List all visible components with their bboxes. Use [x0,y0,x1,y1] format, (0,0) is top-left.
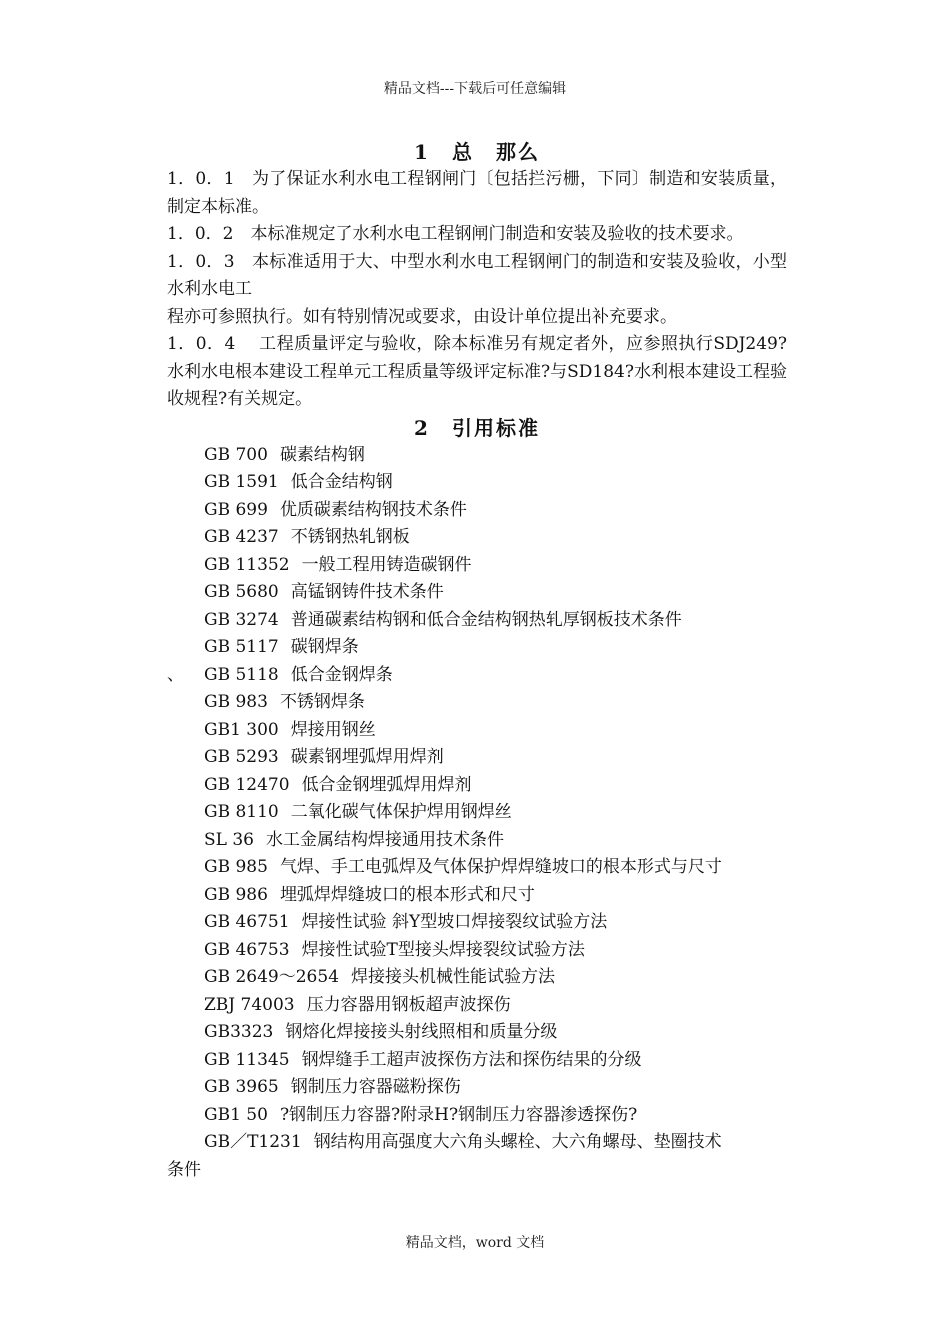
clause-1-0-3-continued: 程亦可参照执行。如有特别情况或要求，由设计单位提出补充要求。 [167,306,677,327]
reference-title: 高锰钢铸件技术条件 [290,582,444,602]
reference-item [167,524,787,552]
reference-item [167,469,787,497]
reference-code: GB 11352 [204,554,290,575]
reference-title: 不锈钢焊条 [279,692,365,712]
document-body [167,138,787,1184]
reference-title: 钢制压力容器磁粉探伤 [290,1077,461,1097]
reference-item [167,497,787,525]
reference-item [167,607,787,635]
reference-code: GB 5680 [204,582,279,602]
reference-code: GB 11345 [204,1049,290,1070]
reference-list [167,442,787,1130]
reference-title: 碳钢焊条 [290,637,359,657]
reference-code: GB 3274 [204,609,279,630]
reference-title: ?钢制压力容器?附录H?钢制压力容器渗透探伤? [279,1104,638,1125]
reference-code: GB 1591 [204,472,279,492]
reference-code: GB 46753 [204,939,290,960]
clause-1-0-4: 1．0．4 工程质量评定与验收，除本标准另有规定者外，应参照执行SDJ249?水利水电根本建设工程单元工程质量等级评定标准?与SD184?水利根本建设工程验收规程?有关规定。 [167,334,787,409]
reference-code: GB 8110 [204,802,279,822]
reference-item [167,634,787,662]
reference-item [167,909,787,937]
reference-item [167,1047,787,1075]
reference-title: 焊接性试验T型接头焊接裂纹试验方法 [301,939,585,960]
reference-item [167,579,787,607]
reference-code: GB 5117 [204,637,279,657]
reference-code: GB 2649～2654 [204,967,340,987]
reference-title: 焊接接头机械性能试验方法 [351,967,556,987]
reference-code: GB3323 [204,1022,274,1042]
reference-code: GB 5293 [204,747,279,767]
section-2-title: 2 引用标准 [414,415,540,440]
reference-code: ZBJ 74003 [204,994,295,1015]
clause-1-0-3: 1．0．3 本标准适用于大、中型水利水电工程钢闸门的制造和安装及验收，小型水利水电工 [167,251,787,299]
reference-code: GB／T1231 [204,1132,302,1152]
reference-item [167,662,787,690]
reference-item [167,1102,787,1130]
reference-title: 低合金钢埋弧焊用焊剂 [301,774,472,795]
reference-code: GB 12470 [204,774,290,795]
reference-title: 气焊、手工电弧焊及气体保护焊焊缝坡口的根本形式与尺寸 [279,857,722,877]
reference-code: GB 983 [204,692,268,712]
reference-code: GB 700 [204,444,268,465]
reference-title: 水工金属结构焊接通用技术条件 [265,829,504,850]
reference-code: GB1 50 [204,1104,268,1125]
reference-code: GB 46751 [204,912,290,932]
reference-item [167,1019,787,1047]
clause-1-0-1: 1．0．1 为了保证水利水电工程钢闸门〔包括拦污栅，下同〕制造和安装质量，制定本标准。 [167,169,787,217]
reference-item [167,1074,787,1102]
reference-code: GB 699 [204,499,268,520]
reference-item [167,552,787,580]
reference-code: GB1 300 [204,719,279,740]
reference-title-continued: 条件 [167,1159,201,1180]
page-header: 精品文档---下载后可任意编辑 [383,81,567,97]
reference-code: GB 3965 [204,1077,279,1097]
reference-title: 优质碳素结构钢技术条件 [279,499,467,520]
reference-code: GB 4237 [204,527,279,547]
reference-item [167,442,787,470]
reference-item [167,717,787,745]
reference-mark: 、 [167,664,184,685]
reference-item [167,799,787,827]
page-footer: 精品文档，word 文档 [405,1235,545,1251]
reference-title: 不锈钢热轧钢板 [290,527,410,547]
reference-item [167,854,787,882]
reference-title: 钢焊缝手工超声波探伤方法和探伤结果的分级 [301,1049,642,1070]
reference-title: 二氧化碳气体保护焊用钢焊丝 [290,802,512,822]
reference-item [167,689,787,717]
reference-title: 埋弧焊焊缝坡口的根本形式和尺寸 [279,884,535,905]
reference-code: GB 5118 [204,664,279,685]
reference-item [167,992,787,1020]
reference-item [167,772,787,800]
reference-item [167,882,787,910]
reference-item [167,964,787,992]
reference-title: 低合金钢焊条 [290,664,393,685]
reference-title: 钢熔化焊接接头射线照相和质量分级 [285,1022,558,1042]
clause-1-0-2: 1．0．2 本标准规定了水利水电工程钢闸门制造和安装及验收的技术要求。 [167,224,744,244]
reference-item-last [167,1129,787,1157]
reference-code: GB 985 [204,857,268,877]
reference-title: 普通碳素结构钢和低合金结构钢热轧厚钢板技术条件 [290,609,682,630]
reference-title: 一般工程用铸造碳钢件 [301,554,472,575]
section-1-title: 1 总 那么 [414,140,540,164]
reference-title: 焊接性试验 斜Y型坡口焊接裂纹试验方法 [301,912,608,932]
reference-title: 低合金结构钢 [290,472,393,492]
reference-item [167,744,787,772]
reference-title: 碳素钢埋弧焊用焊剂 [290,747,444,767]
reference-item [167,827,787,855]
reference-title: 压力容器用钢板超声波探伤 [306,994,511,1015]
reference-title: 碳素结构钢 [279,444,365,465]
reference-item [167,937,787,965]
reference-title: 焊接用钢丝 [290,719,376,740]
reference-title: 钢结构用高强度大六角头螺栓、大六角螺母、垫圈技术 [313,1132,722,1152]
reference-code: SL 36 [204,829,254,850]
reference-code: GB 986 [204,884,268,905]
